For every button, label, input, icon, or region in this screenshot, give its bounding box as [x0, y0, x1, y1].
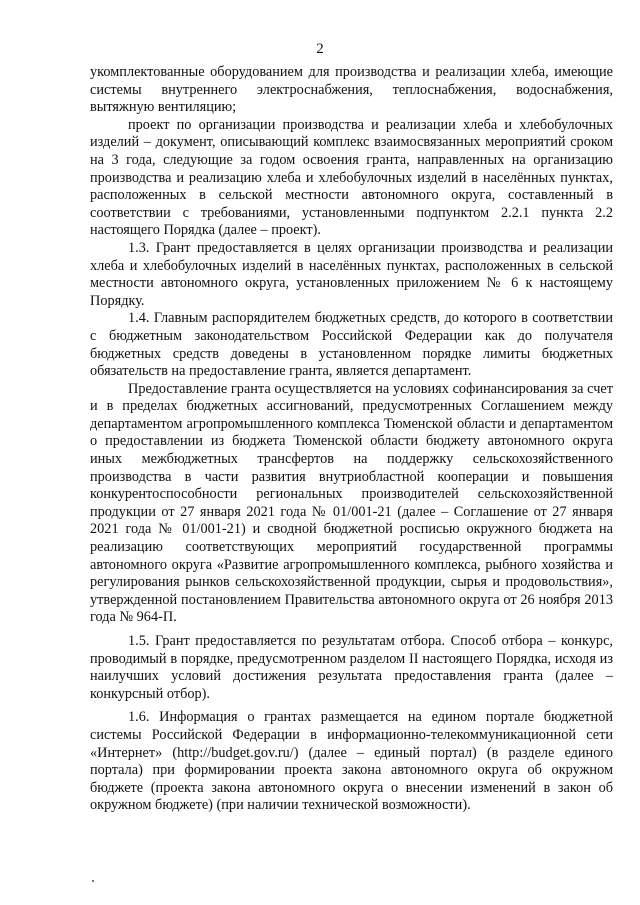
paragraph-3: 1.3. Грант предоставляется в целях организации производства и реализации хлеба и хлебобулочных изделий в населённых пунктах, расположенных в сельской местности автономного округа, установленных приложением № 6 к настоящему Порядку.: [90, 239, 613, 309]
page-number: 2: [316, 41, 324, 57]
paragraph-5: Предоставление гранта осуществляется на условиях софинансирования за счет и в пределах бюджетных ассигнований, предусмотренных Соглашением между департаментом агропромышленного комплекса Тюменской области и департаментом о предоставлении из бюджета Тюменской области бюджету автономного округа иных межбюджетных трансфертов на поддержку сельскохозяйственного производства в части развития внутриобластной кооперации и повышения конкурентоспособности региональных производителей сельскохозяйственной продукции от 27 января 2021 года № 01/001-21 (далее – Соглашение от 27 января 2021 года № 01/001-21) и сводной бюджетной росписью окружного бюджета на реализацию соответствующих мероприятий государственной программы автономного округа «Развитие агропромышленного комплекса, рыбного хозяйства и регулирования рынков сельскохозяйственной продукции, сырья и продовольствия», утвержденной постановлением Правительства автономного округа от 26 ноября 2013 года № 964-П.: [90, 380, 613, 626]
document-body: [90, 64, 613, 815]
paragraph-1: укомплектованные оборудованием для производства и реализации хлеба, имеющие системы внутреннего электроснабжения, теплоснабжения, водоснабжения, вытяжную вентиляцию;: [90, 64, 613, 116]
paragraph-4: 1.4. Главным распорядителем бюджетных средств, до которого в соответствии с бюджетным законодательством Российской Федерации как до получателя бюджетных средств доведены в установленном порядке лимиты бюджетных обязательств на предоставление гранта, является департамент.: [90, 310, 613, 380]
scan-speck: [92, 880, 94, 882]
paragraph-6: 1.5. Грант предоставляется по результатам отбора. Способ отбора – конкурс, проводимый в порядке, предусмотренном разделом II настоящего Порядка, исходя из наилучших условий достижения результата предоставления гранта (далее – конкурсный отбор).: [90, 633, 613, 702]
paragraph-2: проект по организации производства и реализации хлеба и хлебобулочных изделий – документ, описывающий комплекс взаимосвязанных мероприятий сроком на 3 года, следующие за годом освоения гранта, направленных на организацию производства и реализацию хлеба и хлебобулочных изделий в населённых пунктах, расположенных в сельской местности автономного округа, составленный в соответствии с требованиями, установленными подпунктом 2.2.1 пункта 2.2 настоящего Порядка (далее – проект).: [90, 116, 613, 239]
paragraph-7: 1.6. Информация о грантах размещается на едином портале бюджетной системы Российской Федерации в информационно-телекоммуникационной сети «Интернет» (http://budget.gov.ru/) (далее – единый портал) (в разделе единого портала) при формировании проекта закона автономного округа об окружном бюджете (проекта закона автономного округа о внесении изменений в закон об окружном бюджете) (при наличии технической возможности).: [90, 709, 613, 814]
